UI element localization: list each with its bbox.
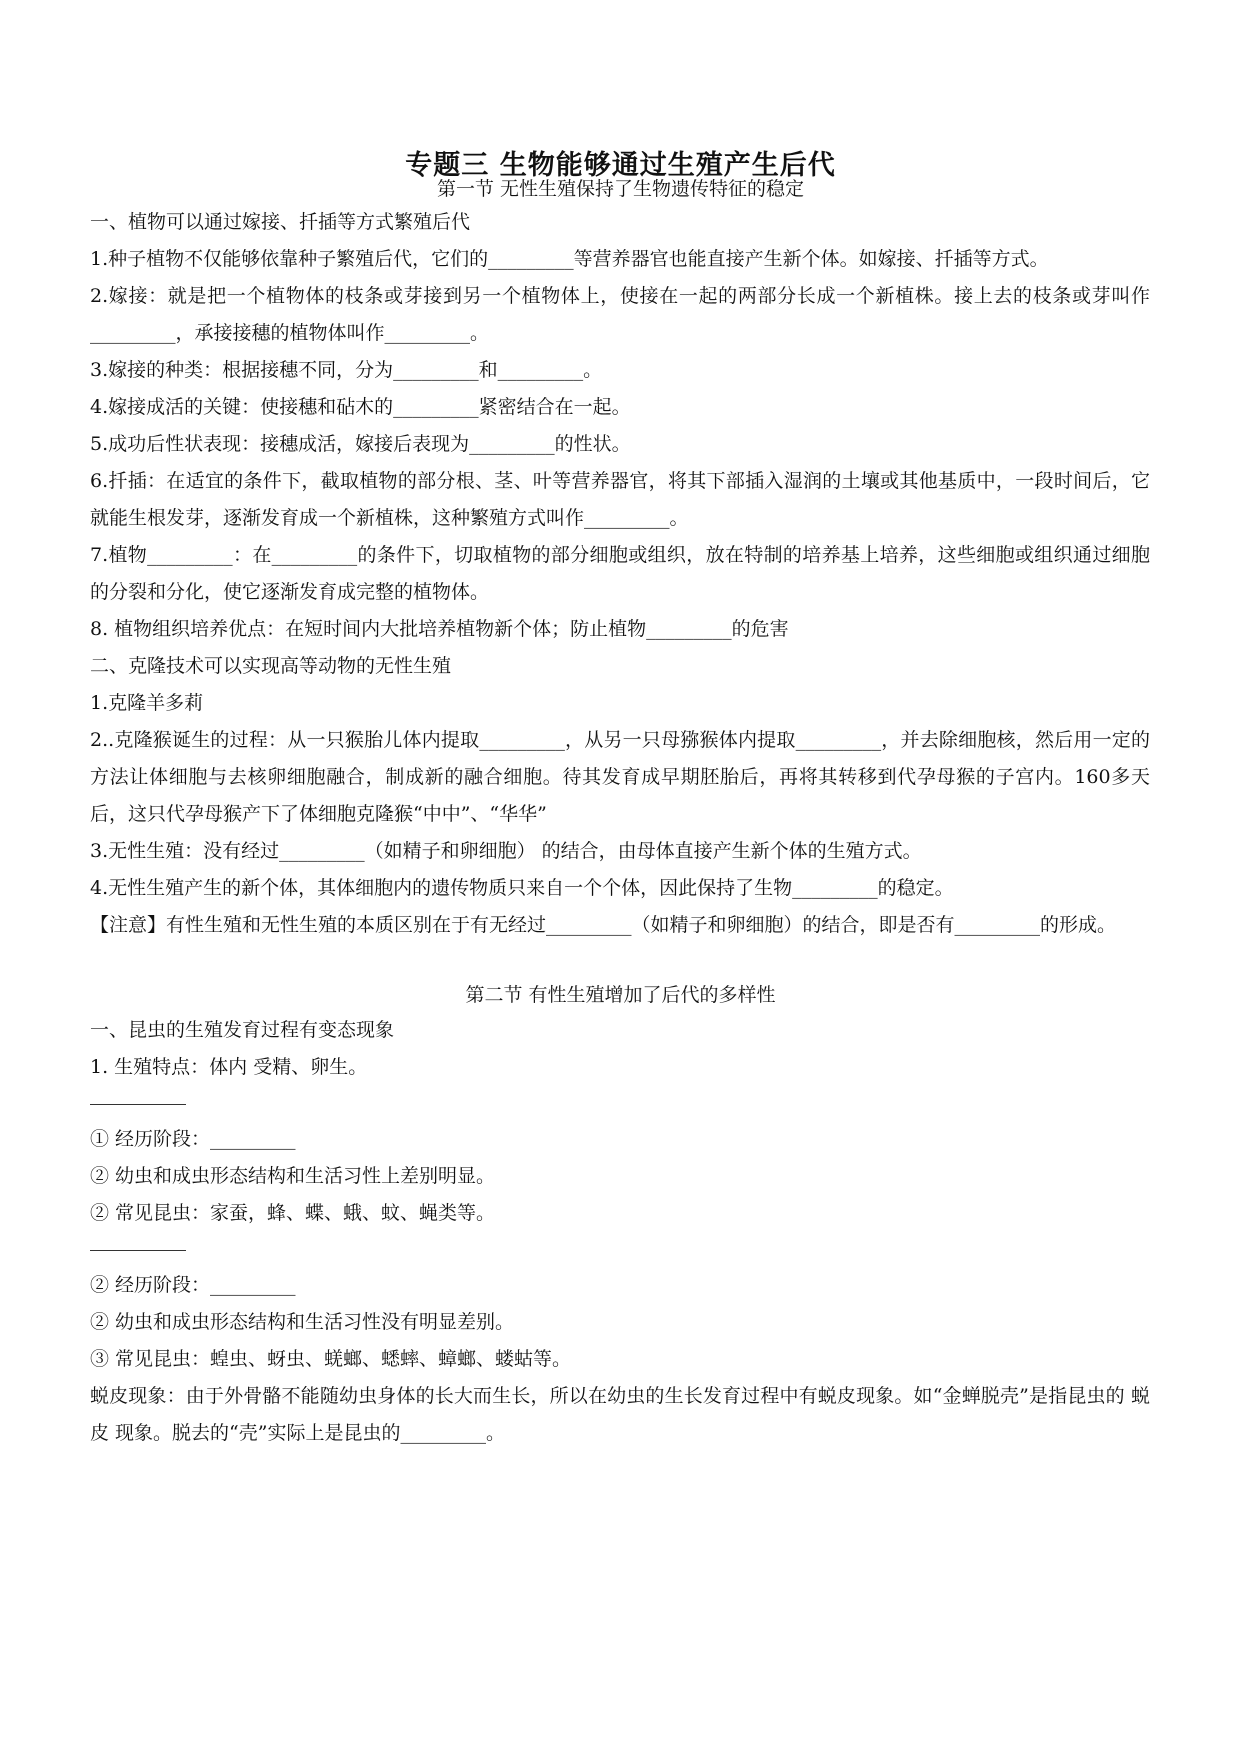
section2-content <box>90 1012 1150 1452</box>
section1-item-2: 2.嫁接：就是把一个植物体的枝条或芽接到另一个植物体上，使接在一起的两部分长成一个新植株。接上去的枝条或芽叫作_________，承接接穗的植物体叫作_________。 <box>90 285 1150 344</box>
groupB-stage: ② 经历阶段：_________ <box>90 1274 296 1296</box>
section1-part2-item-3: 3.无性生殖：没有经过_________（如精子和卵细胞） 的结合，由母体直接产生新个体的生殖方式。 <box>90 840 922 862</box>
groupA-difference: ② 幼虫和成虫形态结构和生活习性上差别明显。 <box>90 1165 496 1187</box>
section1-item-4: 4.嫁接成活的关键：使接穗和砧木的_________紧密结合在一起。 <box>90 396 631 418</box>
section1-part2-item-1: 1.克隆羊多莉 <box>90 692 204 714</box>
document-title: 专题三 生物能够通过生殖产生后代 <box>405 150 836 181</box>
section1-heading: 第一节 无性生殖保持了生物遗传特征的稳定 <box>436 178 805 200</box>
section1-part2-heading: 二、克隆技术可以实现高等动物的无性生殖 <box>90 655 452 677</box>
section1-item-3: 3.嫁接的种类：根据接穗不同，分为_________和_________。 <box>90 359 603 381</box>
section2-heading: 第二节 有性生殖增加了后代的多样性 <box>465 984 776 1006</box>
section1-note: 【注意】有性生殖和无性生殖的本质区别在于有无经过_________（如精子和卵细胞）的结合，即是否有_________的形成。 <box>90 914 1117 936</box>
molting-paragraph: 蜕皮现象：由于外骨骼不能随幼虫身体的长大而生长，所以在幼虫的生长发育过程中有蜕皮现象。如“金蝉脱壳”是指昆虫的 蜕皮 现象。脱去的“壳”实际上是昆虫的_________。 <box>90 1385 1150 1444</box>
section2-part1-heading: 一、昆虫的生殖发育过程有变态现象 <box>90 1019 395 1041</box>
section1-item-7: 7.植物_________：在_________的条件下，切取植物的部分细胞或组织，放在特制的培养基上培养，这些细胞或组织通过细胞的分裂和分化，使它逐渐发育成完整的植物体。 <box>90 544 1150 603</box>
groupB-examples: ③ 常见昆虫：蝗虫、蚜虫、蜣螂、蟋蟀、蟑螂、蝼蛄等。 <box>90 1348 572 1370</box>
section1-part2-item-2: 2..克隆猴诞生的过程：从一只猴胎儿体内提取_________，从另一只母猕猴体内提取_________，并去除细胞核，然后用一定的方法让体细胞与去核卵细胞融合，制成新的融合细胞。待其发育成早期胚胎后，再将其转移到代孕母猴的子宫内。160多天后，这只代孕母猴产下了体细胞克隆猴“中中”、“华华” <box>90 729 1150 825</box>
blank-rule-a <box>90 1104 186 1105</box>
blank-rule-b <box>90 1250 186 1251</box>
section1-item-8: 8. 植物组织培养优点：在短时间内大批培养植物新个体；防止植物_________的危害 <box>90 618 789 640</box>
section1-part1-heading: 一、植物可以通过嫁接、扦插等方式繁殖后代 <box>90 211 471 233</box>
section1-item-5: 5.成功后性状表现：接穗成活，嫁接后表现为_________的性状。 <box>90 433 631 455</box>
section1-content <box>90 204 1150 944</box>
section1-item-6: 6.扦插：在适宜的条件下，截取植物的部分根、茎、叶等营养器官，将其下部插入湿润的土壤或其他基质中，一段时间后，它就能生根发芽，逐渐发育成一个新植株，这种繁殖方式叫作_________。 <box>90 470 1150 529</box>
section1-item-1: 1.种子植物不仅能够依靠种子繁殖后代，它们的_________等营养器官也能直接产生新个体。如嫁接、扦插等方式。 <box>90 248 1049 270</box>
groupA-stage: ① 经历阶段：_________ <box>90 1128 296 1150</box>
section1-part2-item-4: 4.无性生殖产生的新个体，其体细胞内的遗传物质只来自一个个体，因此保持了生物_________的稳定。 <box>90 877 954 899</box>
groupA-examples: ② 常见昆虫：家蚕，蜂、蝶、蛾、蚊、蝇类等。 <box>90 1202 496 1224</box>
groupB-difference: ② 幼虫和成虫形态结构和生活习性没有明显差别。 <box>90 1311 515 1333</box>
section2-item-1: 1. 生殖特点：体内 受精、卵生。 <box>90 1056 368 1078</box>
